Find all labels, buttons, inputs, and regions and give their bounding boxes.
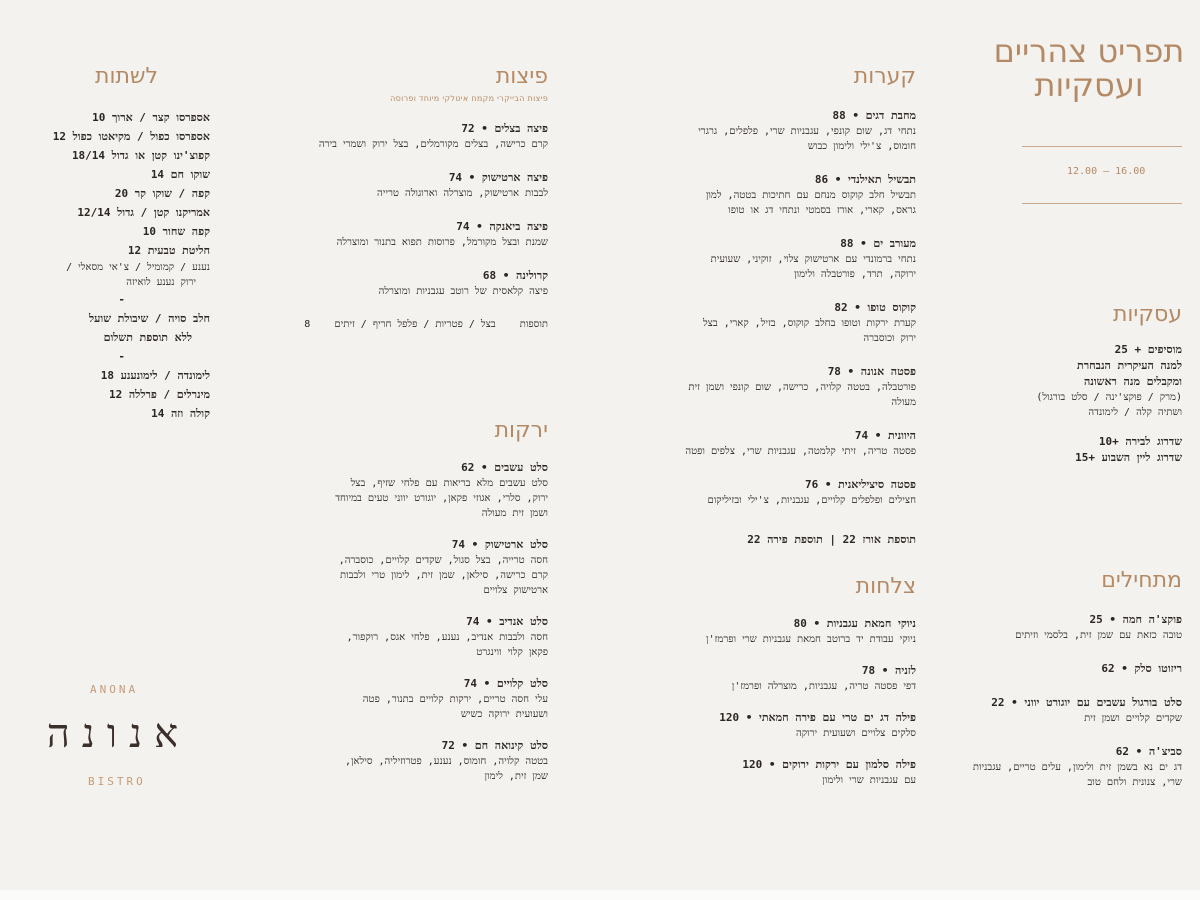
drink-line: אספרסו קצר / ארוך 10 <box>92 111 210 125</box>
drink-line: קפוצ'ינו קטן או גדול 18/14 <box>71 149 210 163</box>
herb-note: נענע / קמומיל / צ'אי מסאלי / <box>66 262 210 274</box>
starter-item <box>960 744 1182 790</box>
deals-heading: עסקיות <box>1112 302 1182 327</box>
brand-subtitle: BISTRO <box>88 775 146 788</box>
bowl-name: פסטה סיציליאנית • 76 <box>804 478 916 492</box>
page-bottom-edge <box>0 890 1200 900</box>
bowl-name: תבשיל תאילנדי • 86 <box>814 173 916 187</box>
bowls-heading: קערות <box>853 64 916 89</box>
title-line: ועסקיות <box>1034 66 1144 102</box>
deal-line: מוסיפים + 25 <box>1114 343 1182 357</box>
plate-item <box>684 757 916 788</box>
deal-line: ומקבלים מנה ראשונה <box>1083 375 1182 389</box>
pizzas-heading: פיצות <box>495 64 548 89</box>
salad-name: סלט קלויים • 74 <box>463 677 548 691</box>
pizza-item <box>300 268 548 299</box>
salad-item <box>335 537 548 598</box>
salad-name: סלט ארטישוק • 74 <box>451 538 548 552</box>
starter-desc: שקדים קלויים ושמן זית <box>1084 713 1182 725</box>
bowl-desc: תבשיל חלב קוקוס מנחם עם חתיכות בטטה, למון גראס, קארי, אורז בסמטי ונתחי דג או טופו <box>705 190 916 217</box>
deals-section <box>978 302 1182 466</box>
herb-note: ירוק נענע לואיזה <box>126 277 196 289</box>
drink-line: מינרלים / פרללה 12 <box>108 388 210 402</box>
pizza-name: פיצה בצלים • 72 <box>461 122 548 136</box>
drink-line: לימונדה / לימונענע 18 <box>100 369 210 383</box>
starter-name: פוקצ'ה חמה • 25 <box>1089 613 1182 627</box>
bowl-name: היוונית • 74 <box>854 429 916 443</box>
starter-name: סלט בורגול עשבים עם יוגורט יווני • 22 <box>991 696 1182 710</box>
deal-line: (מרק / פוקצ'ינה / סלט בורגול) <box>1036 392 1182 404</box>
menu-title <box>978 34 1200 102</box>
pizza-name: קרולינה • 68 <box>482 269 548 283</box>
salad-item <box>335 614 548 660</box>
bowl-item <box>684 477 916 508</box>
pizza-desc: קרם כרישה, בצלים מקורמלים, בצל ירוק ושמרי בירה <box>318 139 548 151</box>
soy-note: ללא תוספת תשלום <box>103 331 192 345</box>
starters-heading: מתחילים <box>1101 568 1182 593</box>
plate-item <box>684 616 916 647</box>
salad-item <box>335 738 548 784</box>
addon-items: בצל / פטריות / פלפל חריף / זיתים <box>334 319 496 331</box>
salads-section <box>335 418 548 784</box>
drink-line: קפה / שוקו קר 20 <box>114 187 210 201</box>
starter-desc: טובה כזאת עם שמן זית, בלסמי וזיתים <box>1015 630 1182 642</box>
starter-item <box>960 695 1182 726</box>
pizza-addons <box>300 317 548 333</box>
drink-line: שוקו חם 14 <box>150 168 210 182</box>
addon-label: תוספות <box>519 319 548 331</box>
divider <box>1022 146 1182 147</box>
starter-desc: דג ים נא בשמן זית ולימון, עלים טריים, עגבניות שרי, צנונית ולחם טוב <box>972 762 1182 789</box>
plate-name: פילה דג ים טרי עם פירה חמאתי • 120 <box>719 711 916 725</box>
bowl-name: קוקוס טופו • 82 <box>834 301 916 315</box>
bowl-desc: פסטה טריה, זיתי קלמטה, עגבניות שרי, צלפים ופטה <box>685 446 916 458</box>
deal-upgrades <box>978 434 1182 466</box>
separator: - <box>118 350 125 364</box>
pizza-desc: שמנת ובצל מקורמל, פרוסות תפוא בתנור ומוצרלה <box>336 237 548 249</box>
plates-section <box>684 574 916 788</box>
plate-name: לזניה • 78 <box>861 664 916 678</box>
bowl-item <box>684 364 916 410</box>
plate-name: ניוקי חמאת עגבניות • 80 <box>793 617 916 631</box>
plate-desc: ניוקי עבודת יד ברוטב חמאת עגבניות שרי ופרמז'ן <box>706 634 916 646</box>
plate-item <box>684 710 916 741</box>
plate-item <box>684 663 916 694</box>
salad-name: סלט עשבים • 62 <box>461 461 548 475</box>
plates-heading: צלחות <box>855 574 916 599</box>
pizza-name: פיצה ביאנקה • 74 <box>456 220 548 234</box>
drink-line: אמריקנו קטן / גדול 12/14 <box>77 206 210 220</box>
pizza-desc: לבבות ארטישוק, מוצרלה וארוגולה טרייה <box>377 188 548 200</box>
bowl-item <box>684 428 916 459</box>
drinks-heading: לשתות <box>94 64 158 89</box>
deals-body <box>978 342 1182 420</box>
salad-name: סלט קינואה חם • 72 <box>441 739 548 753</box>
service-hours: 12.00 – 16.00 <box>1067 166 1146 177</box>
drinks-list <box>20 108 210 423</box>
bowl-name: מחבת דגים • 88 <box>832 109 916 123</box>
brand-logo: אנונה <box>46 711 191 757</box>
bowl-desc: חצילים ופלפלים קלויים, עגבניות, צ'ילי ובזיליקום <box>707 495 916 507</box>
addon-price: 8 <box>304 319 311 331</box>
bowl-name: מעורב ים • 88 <box>840 237 916 251</box>
salads-heading: ירקות <box>494 418 548 443</box>
pizzas-section <box>300 64 548 333</box>
upgrade-line: שדרוג ליין השבוע +15 <box>1075 451 1182 465</box>
bowl-item <box>684 300 916 346</box>
starter-item <box>960 612 1182 643</box>
salad-name: סלט אנדיב • 74 <box>466 615 548 629</box>
bowl-name: פסטה אנונה • 78 <box>827 365 916 379</box>
title-line: תפריט צהריים <box>993 34 1185 70</box>
pizza-item <box>300 219 548 250</box>
pizzas-subtitle: פיצות הבייקרי מקמח איטלקי מיוחד ופרוסה <box>390 94 548 104</box>
bowls-section <box>684 64 916 548</box>
starters-section <box>960 568 1182 790</box>
plate-desc: דפי פסטה טריה, עגבניות, מוצרלה ופרמז'ן <box>731 681 916 693</box>
separator: - <box>118 293 125 307</box>
soy-note: חלב סויה / שיבולת שועל <box>89 312 210 326</box>
upgrade-line: שדרוג לבירה +10 <box>1098 435 1182 449</box>
salad-desc: חסה ולבבות אנדיב, נענע, פלחי אגס, רוקפור, פקאן קלוי ווינגרט <box>346 632 548 659</box>
starter-name: סביצ'ה • 62 <box>1115 745 1182 759</box>
salad-item <box>335 460 548 521</box>
salad-desc: בטטה קלויה, חומוס, נענע, פטרוזיליה, סילאן, שמן זית, לימון <box>344 756 548 783</box>
starter-item <box>960 661 1182 677</box>
starter-name: ריזוטו סלק • 62 <box>1101 662 1182 676</box>
bowl-item <box>684 108 916 154</box>
drink-line: אספרסו כפול / מקיאטו כפול 12 <box>52 130 210 144</box>
bowl-item <box>684 172 916 218</box>
salad-desc: עלי חסה טריים, ירקות קלויים בתנור, פטה ושעועית ירוקה כשיש <box>362 694 548 721</box>
plate-desc: עם עגבניות שרי ולימון <box>822 775 916 787</box>
salad-desc: סלט עשבים מלא בריאות עם פלחי שזיף, בצל ירוק, סלרי, אגוזי פקאן, יוגורט יווני טעים במיוחד ושמן זית מעולה <box>335 478 548 520</box>
bowl-desc: פורטבלה, בטטה קלויה, כרישה, שום קונפי ושמן זית מעולה <box>688 382 916 409</box>
drink-line: קפה שחור 10 <box>142 225 210 239</box>
bowl-desc: נתחי ברמונדי עם ארטישוק צלוי, זוקיני, שעועית ירוקה, תרד, פורטבלה ולימון <box>710 254 916 281</box>
salad-desc: חסה טרייה, בצל סגול, שקדים קלויים, כוסברה, קרם כרישה, סילאן, שמן זית, לימון טרי ולבבות ארטישוק צלויים <box>338 555 548 597</box>
drink-line: חליטת טבעית 12 <box>127 244 210 258</box>
plate-desc: סלקים צלויים ושעועית ירוקה <box>795 728 916 740</box>
drinks-section <box>20 64 210 423</box>
pizza-name: פיצה ארטישוק • 74 <box>448 171 548 185</box>
pizza-desc: פיצה קלאסית של רוטב עגבניות ומוצרלה <box>378 286 548 298</box>
bowl-item <box>684 236 916 282</box>
deal-line: ושתיה קלה / לימונדה <box>1088 407 1182 419</box>
pizza-item <box>300 170 548 201</box>
salad-item <box>335 676 548 722</box>
bowl-desc: נתחי דג, שום קונפי, עגבניות שרי, פלפלים, גרגרי חומוס, צ'ילי ולימון כבוש <box>698 126 916 153</box>
divider <box>1022 203 1182 204</box>
pizza-item <box>300 121 548 152</box>
bowl-desc: קערת ירקות וטופו בחלב קוקוס, בזיל, קארי, בצל ירוק וכוסברה <box>703 318 916 345</box>
bowls-addon: תוספת אורז 22 | תוספת פירה 22 <box>747 533 916 547</box>
brand-latin-name: ANONA <box>90 683 139 696</box>
drink-line: קולה וזה 14 <box>151 407 210 421</box>
deal-line: למנה העיקרית הנבחרת <box>1077 359 1182 373</box>
plate-name: פילה סלמון עם ירקות ירוקים • 120 <box>742 758 916 772</box>
